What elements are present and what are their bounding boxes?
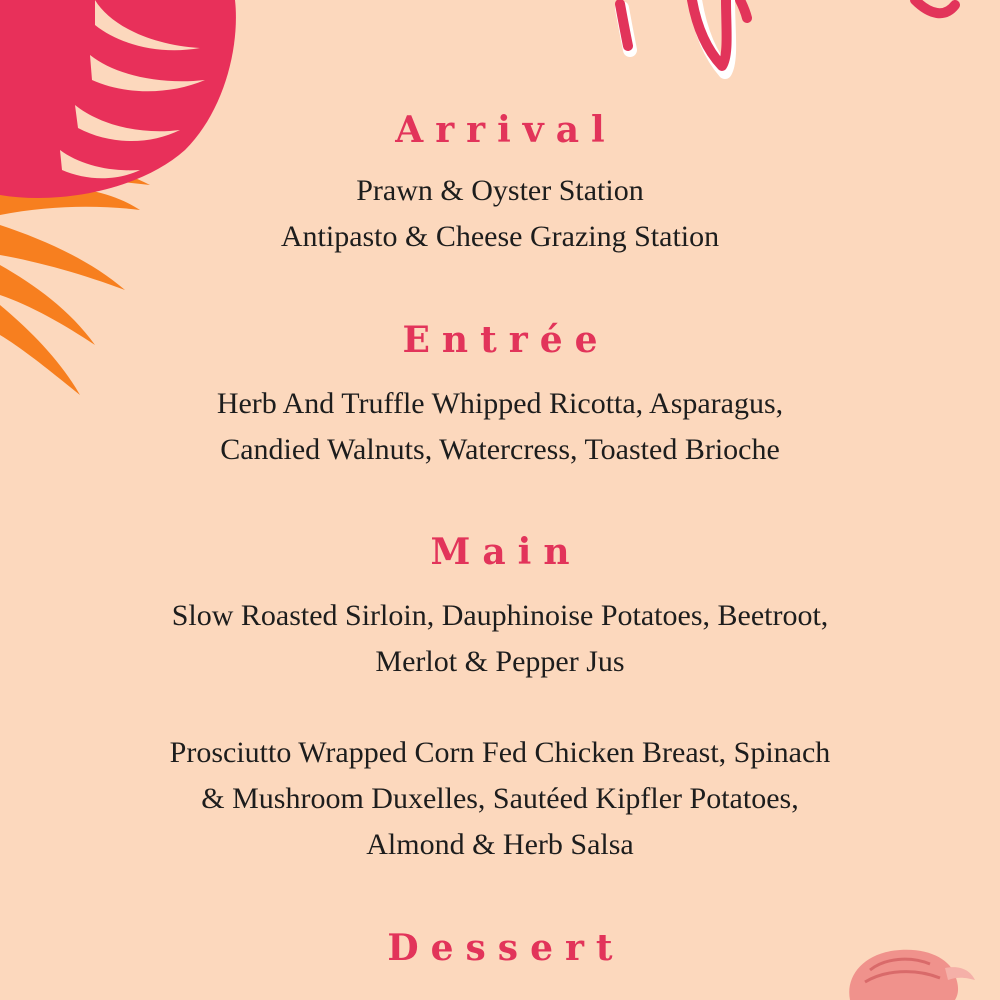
menu-item-line: Prosciutto Wrapped Corn Fed Chicken Breast, Spinach bbox=[169, 736, 831, 769]
section-heading-main: Main bbox=[430, 531, 582, 573]
menu-item-line: Almond & Herb Salsa bbox=[366, 828, 634, 861]
section-heading-dessert: Dessert bbox=[387, 927, 625, 969]
menu-item-line: & Mushroom Duxelles, Sautéed Kipfler Potatoes, bbox=[201, 782, 799, 815]
section-heading-entree: Entrée bbox=[402, 319, 610, 361]
menu-item-line: Herb And Truffle Whipped Ricotta, Asparagus, bbox=[216, 387, 784, 420]
main-option-sirloin bbox=[0, 593, 1000, 685]
entree-items bbox=[0, 381, 1000, 473]
menu-item-line: Merlot & Pepper Jus bbox=[375, 645, 625, 678]
menu-item-line: Antipasto & Cheese Grazing Station bbox=[280, 220, 720, 253]
menu-item-line: Prawn & Oyster Station bbox=[356, 174, 644, 207]
menu-item-line: Candied Walnuts, Watercress, Toasted Brioche bbox=[220, 433, 780, 466]
arrival-items bbox=[0, 168, 1000, 260]
menu-item-line: Slow Roasted Sirloin, Dauphinoise Potatoes, Beetroot, bbox=[171, 599, 829, 632]
main-option-chicken bbox=[0, 730, 1000, 868]
section-heading-arrival: Arrival bbox=[395, 109, 617, 151]
